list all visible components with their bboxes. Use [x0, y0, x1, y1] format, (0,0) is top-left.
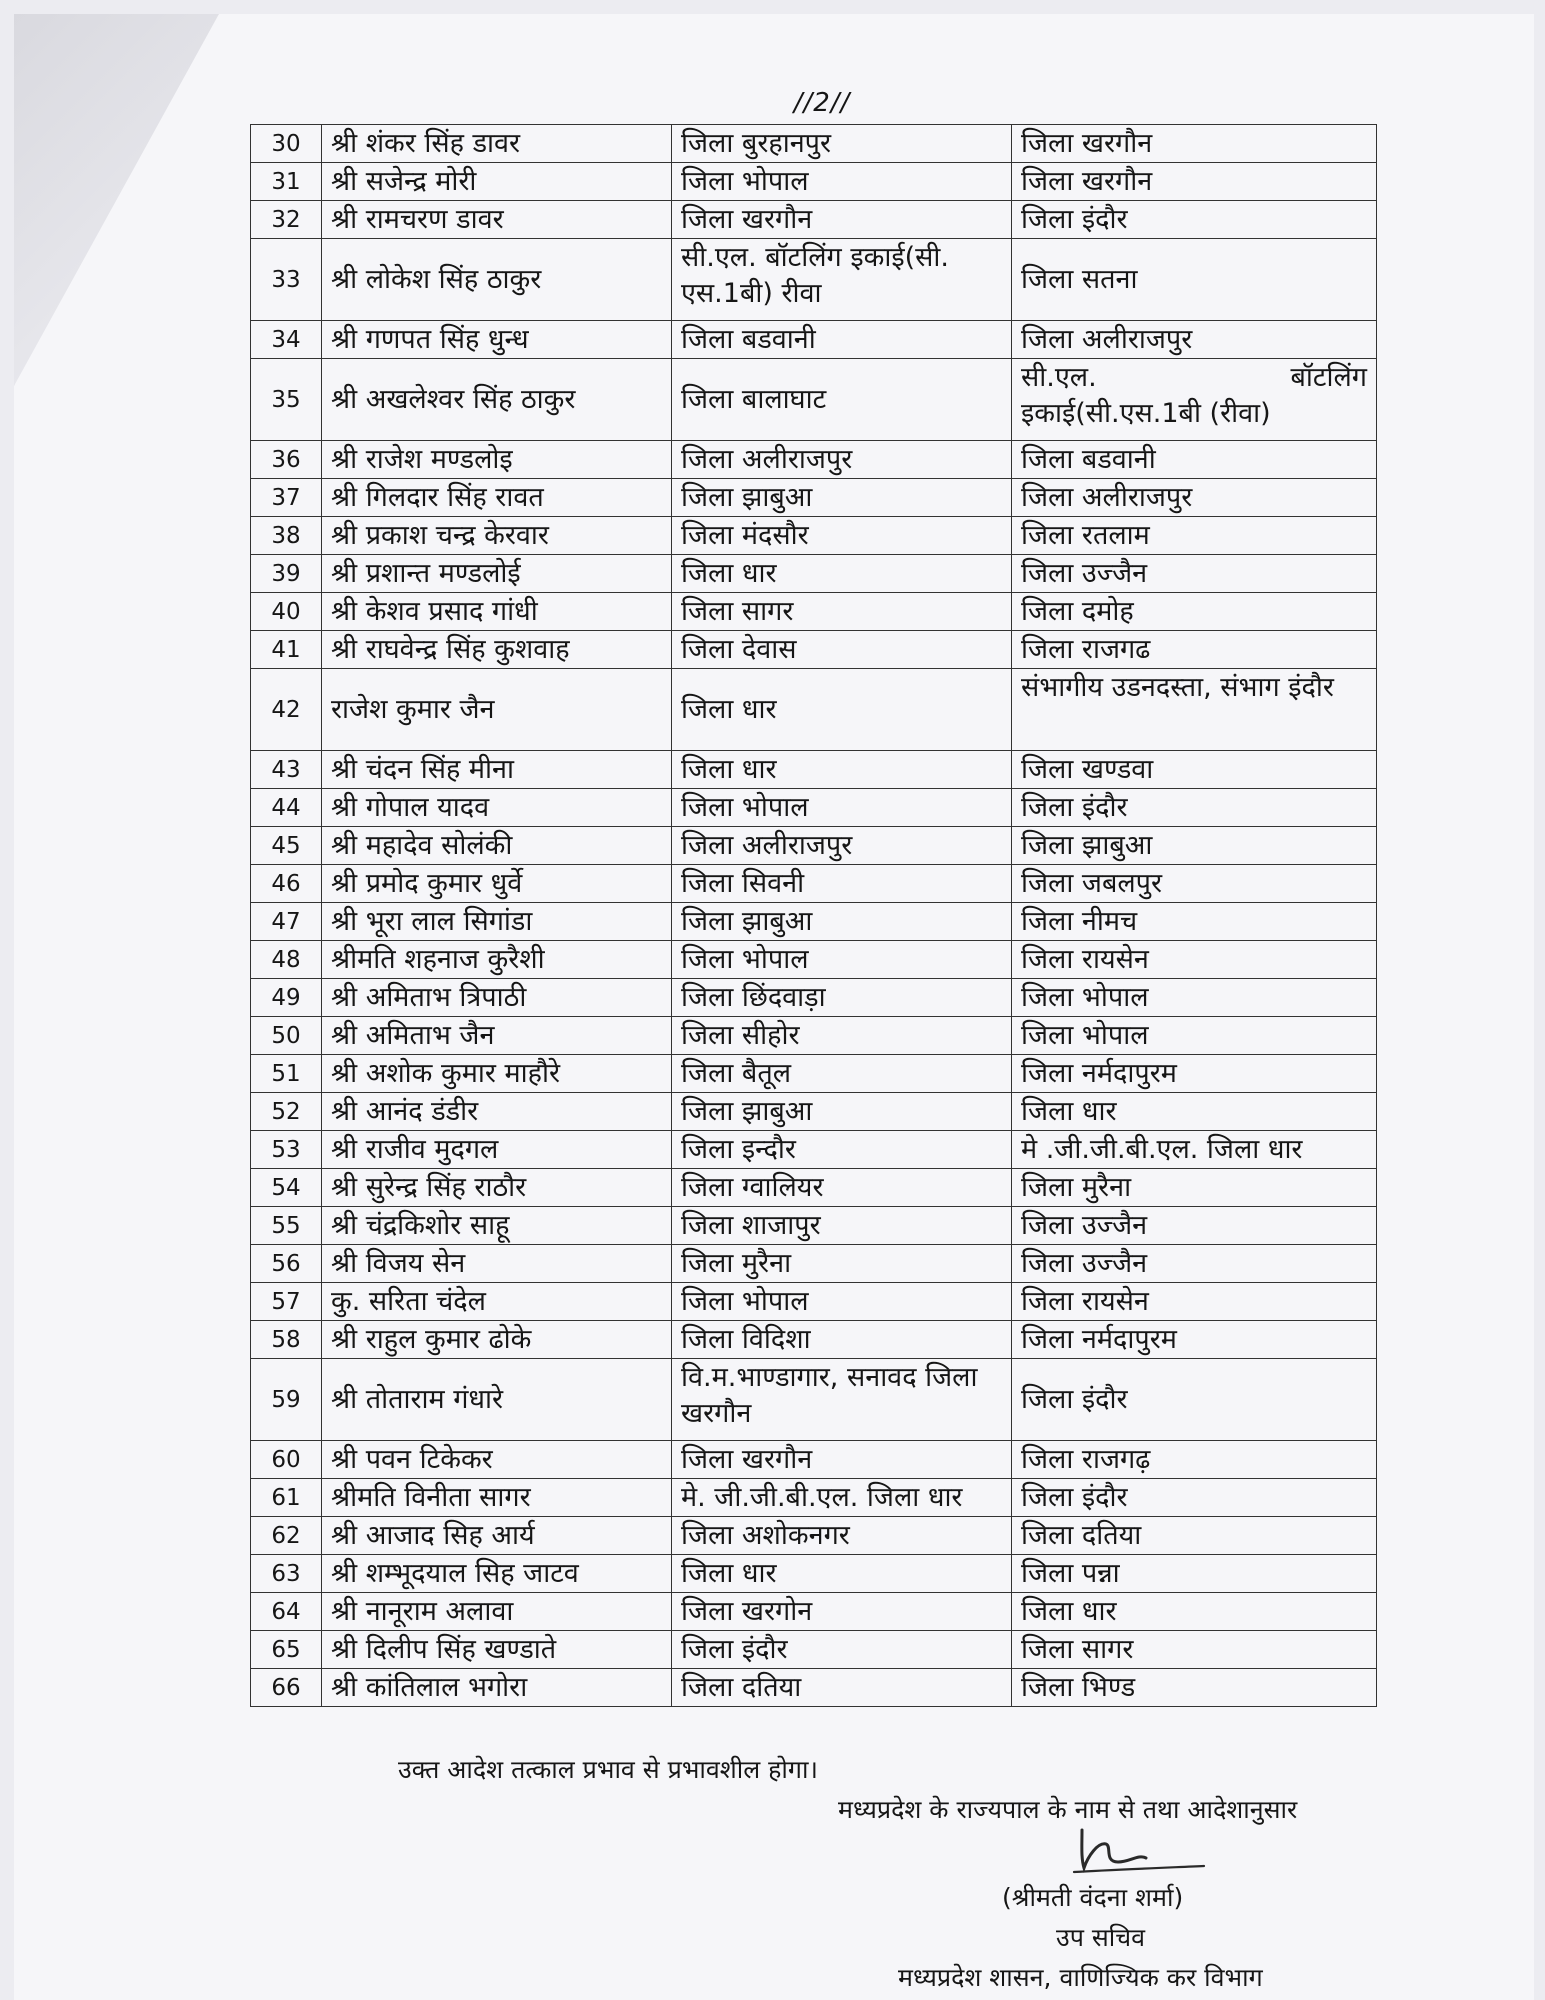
effective-statement: उक्त आदेश तत्काल प्रभाव से प्रभावशील होगा। [398, 1755, 818, 1784]
current-posting-cell: जिला अलीराजपुर [672, 827, 1012, 865]
serial-number-cell: 52 [251, 1093, 322, 1131]
new-posting-cell: जिला इंदौर [1012, 1479, 1377, 1517]
serial-number-cell: 30 [251, 125, 322, 163]
officer-name-cell: श्री सुरेन्द्र सिंह राठौर [322, 1169, 672, 1207]
serial-number-cell: 57 [251, 1283, 322, 1321]
table-row [251, 1517, 1377, 1555]
new-posting-cell: जिला नर्मदापुरम [1012, 1055, 1377, 1093]
serial-number-cell: 35 [251, 359, 322, 441]
table-row [251, 865, 1377, 903]
new-posting-cell: जिला सतना [1012, 239, 1377, 321]
serial-number-cell: 45 [251, 827, 322, 865]
serial-number-cell: 66 [251, 1669, 322, 1707]
new-posting-cell: जिला उज्जैन [1012, 1207, 1377, 1245]
current-posting-cell: जिला छिंदवाड़ा [672, 979, 1012, 1017]
table-row [251, 1131, 1377, 1169]
serial-number-cell: 49 [251, 979, 322, 1017]
serial-number-cell: 40 [251, 593, 322, 631]
officer-name-cell: श्रीमति शहनाज कुरैशी [322, 941, 672, 979]
transfer-table-body [251, 125, 1377, 1707]
table-row [251, 979, 1377, 1017]
officer-name-cell: राजेश कुमार जैन [322, 669, 672, 751]
table-row [251, 441, 1377, 479]
officer-name-cell: श्री भूरा लाल सिगांडा [322, 903, 672, 941]
new-posting-cell: जिला उज्जैन [1012, 1245, 1377, 1283]
current-posting-cell: जिला अलीराजपुर [672, 441, 1012, 479]
officer-name-cell: श्री विजय सेन [322, 1245, 672, 1283]
current-posting-cell: जिला भोपाल [672, 789, 1012, 827]
table-row [251, 1593, 1377, 1631]
table-row [251, 1017, 1377, 1055]
serial-number-cell: 34 [251, 321, 322, 359]
signature [1068, 1822, 1208, 1878]
officer-name-cell: कु. सरिता चंदेल [322, 1283, 672, 1321]
officer-name-cell: श्री आजाद सिह आर्य [322, 1517, 672, 1555]
new-posting-cell: जिला इंदौर [1012, 789, 1377, 827]
new-posting-cell: जिला दतिया [1012, 1517, 1377, 1555]
new-posting-cell: जिला सागर [1012, 1631, 1377, 1669]
serial-number-cell: 42 [251, 669, 322, 751]
table-row [251, 1441, 1377, 1479]
current-posting-cell: जिला अशोकनगर [672, 1517, 1012, 1555]
table-row [251, 1479, 1377, 1517]
department-line: मध्यप्रदेश शासन, वाणिज्यिक कर विभाग [898, 1963, 1263, 1992]
officer-name-cell: श्री राघवेन्द्र सिंह कुशवाह [322, 631, 672, 669]
new-posting-cell: जिला दमोह [1012, 593, 1377, 631]
current-posting-cell: जिला सागर [672, 593, 1012, 631]
current-posting-cell: जिला शाजापुर [672, 1207, 1012, 1245]
table-row [251, 1207, 1377, 1245]
new-posting-cell: जिला राजगढ़ [1012, 1441, 1377, 1479]
table-row [251, 479, 1377, 517]
officer-name-cell: श्री केशव प्रसाद गांधी [322, 593, 672, 631]
officer-name-cell: श्री रामचरण डावर [322, 201, 672, 239]
officer-name-cell: श्री गोपाल यादव [322, 789, 672, 827]
table-row [251, 1555, 1377, 1593]
officer-name-cell: श्री शम्भूदयाल सिह जाटव [322, 1555, 672, 1593]
serial-number-cell: 62 [251, 1517, 322, 1555]
officer-name-cell: श्री प्रमोद कुमार धुर्वे [322, 865, 672, 903]
current-posting-cell: सी.एल. बॉटलिंग इकाई(सी. एस.1बी) रीवा [672, 239, 1012, 321]
current-posting-cell: जिला धार [672, 751, 1012, 789]
table-row [251, 125, 1377, 163]
current-posting-cell: जिला ग्वालियर [672, 1169, 1012, 1207]
table-row [251, 321, 1377, 359]
current-posting-cell: जिला बडवानी [672, 321, 1012, 359]
new-posting-cell: जिला झाबुआ [1012, 827, 1377, 865]
table-row [251, 631, 1377, 669]
officer-name-cell: श्री कांतिलाल भगोरा [322, 1669, 672, 1707]
new-posting-cell: जिला इंदौर [1012, 201, 1377, 239]
table-row [251, 941, 1377, 979]
new-posting-cell: जिला भोपाल [1012, 979, 1377, 1017]
new-posting-cell: मे .जी.जी.बी.एल. जिला धार [1012, 1131, 1377, 1169]
new-posting-cell: जिला मुरैना [1012, 1169, 1377, 1207]
serial-number-cell: 47 [251, 903, 322, 941]
current-posting-cell: जिला झाबुआ [672, 903, 1012, 941]
serial-number-cell: 63 [251, 1555, 322, 1593]
current-posting-cell: जिला मंदसौर [672, 517, 1012, 555]
new-posting-cell: जिला रतलाम [1012, 517, 1377, 555]
table-row [251, 1245, 1377, 1283]
current-posting-cell: जिला दतिया [672, 1669, 1012, 1707]
officer-name-cell: श्री अमिताभ जैन [322, 1017, 672, 1055]
new-posting-cell: जिला धार [1012, 1093, 1377, 1131]
serial-number-cell: 65 [251, 1631, 322, 1669]
new-posting-cell: जिला रायसेन [1012, 941, 1377, 979]
current-posting-cell: जिला बैतूल [672, 1055, 1012, 1093]
new-posting-cell: सी.एल. बॉटलिंग इकाई(सी.एस.1बी (रीवा) [1012, 359, 1377, 441]
officer-name-cell: श्री लोकेश सिंह ठाकुर [322, 239, 672, 321]
page-number: //2// [793, 88, 851, 118]
serial-number-cell: 61 [251, 1479, 322, 1517]
current-posting-cell: जिला धार [672, 555, 1012, 593]
serial-number-cell: 53 [251, 1131, 322, 1169]
current-posting-cell: जिला विदिशा [672, 1321, 1012, 1359]
current-posting-cell: जिला धार [672, 669, 1012, 751]
officer-name-cell: श्री महादेव सोलंकी [322, 827, 672, 865]
new-posting-cell: जिला नर्मदापुरम [1012, 1321, 1377, 1359]
current-posting-cell: मे. जी.जी.बी.एल. जिला धार [672, 1479, 1012, 1517]
serial-number-cell: 60 [251, 1441, 322, 1479]
serial-number-cell: 41 [251, 631, 322, 669]
serial-number-cell: 55 [251, 1207, 322, 1245]
new-posting-cell: जिला खण्डवा [1012, 751, 1377, 789]
officer-name-cell: श्री सजेन्द्र मोरी [322, 163, 672, 201]
serial-number-cell: 46 [251, 865, 322, 903]
current-posting-cell: जिला भोपाल [672, 1283, 1012, 1321]
current-posting-cell: जिला सीहोर [672, 1017, 1012, 1055]
current-posting-cell: जिला बालाघाट [672, 359, 1012, 441]
officer-name-cell: श्री चंद्रकिशोर साहू [322, 1207, 672, 1245]
serial-number-cell: 64 [251, 1593, 322, 1631]
new-posting-cell: जिला भिण्ड [1012, 1669, 1377, 1707]
current-posting-cell: जिला झाबुआ [672, 1093, 1012, 1131]
table-row [251, 1631, 1377, 1669]
serial-number-cell: 36 [251, 441, 322, 479]
serial-number-cell: 37 [251, 479, 322, 517]
officer-name-cell: श्री राजेश मण्डलोइ [322, 441, 672, 479]
table-row [251, 1169, 1377, 1207]
table-row [251, 1093, 1377, 1131]
transfer-table [250, 124, 1377, 1707]
table-row [251, 201, 1377, 239]
table-row [251, 555, 1377, 593]
serial-number-cell: 44 [251, 789, 322, 827]
table-row [251, 903, 1377, 941]
current-posting-cell: जिला भोपाल [672, 163, 1012, 201]
new-posting-cell: जिला खरगौन [1012, 163, 1377, 201]
table-row [251, 593, 1377, 631]
current-posting-cell: जिला धार [672, 1555, 1012, 1593]
authority-line: मध्यप्रदेश के राज्यपाल के नाम से तथा आदेशानुसार [838, 1795, 1298, 1824]
officer-name-cell: श्री पवन टिकेकर [322, 1441, 672, 1479]
table-row [251, 1055, 1377, 1093]
current-posting-cell: जिला बुरहानपुर [672, 125, 1012, 163]
current-posting-cell: जिला इंदौर [672, 1631, 1012, 1669]
new-posting-cell: जिला बडवानी [1012, 441, 1377, 479]
serial-number-cell: 39 [251, 555, 322, 593]
new-posting-cell: जिला राजगढ [1012, 631, 1377, 669]
table-row [251, 1321, 1377, 1359]
officer-name-cell: श्री प्रशान्त मण्डलोई [322, 555, 672, 593]
new-posting-cell: संभागीय उडनदस्ता, संभाग इंदौर [1012, 669, 1377, 751]
serial-number-cell: 33 [251, 239, 322, 321]
officer-name-cell: श्री गिलदार सिंह रावत [322, 479, 672, 517]
signatory-title: उप सचिव [1056, 1923, 1145, 1952]
current-posting-cell: जिला खरगौन [672, 201, 1012, 239]
officer-name-cell: श्री आनंद डंडीर [322, 1093, 672, 1131]
new-posting-cell: जिला अलीराजपुर [1012, 479, 1377, 517]
table-row [251, 163, 1377, 201]
current-posting-cell: जिला भोपाल [672, 941, 1012, 979]
officer-name-cell: श्री राहुल कुमार ढोके [322, 1321, 672, 1359]
officer-name-cell: श्री दिलीप सिंह खण्डाते [322, 1631, 672, 1669]
new-posting-cell: जिला रायसेन [1012, 1283, 1377, 1321]
current-posting-cell: जिला देवास [672, 631, 1012, 669]
table-row [251, 1283, 1377, 1321]
serial-number-cell: 58 [251, 1321, 322, 1359]
new-posting-cell: जिला भोपाल [1012, 1017, 1377, 1055]
current-posting-cell: वि.म.भाण्डागार, सनावद जिला खरगौन [672, 1359, 1012, 1441]
table-row [251, 517, 1377, 555]
new-posting-cell: जिला इंदौर [1012, 1359, 1377, 1441]
officer-name-cell: श्री प्रकाश चन्द्र केरवार [322, 517, 672, 555]
current-posting-cell: जिला सिवनी [672, 865, 1012, 903]
officer-name-cell: श्रीमति विनीता सागर [322, 1479, 672, 1517]
officer-name-cell: श्री अखलेश्वर सिंह ठाकुर [322, 359, 672, 441]
new-posting-cell: जिला उज्जैन [1012, 555, 1377, 593]
serial-number-cell: 56 [251, 1245, 322, 1283]
officer-name-cell: श्री अमिताभ त्रिपाठी [322, 979, 672, 1017]
table-row [251, 751, 1377, 789]
officer-name-cell: श्री चंदन सिंह मीना [322, 751, 672, 789]
new-posting-cell: जिला अलीराजपुर [1012, 321, 1377, 359]
table-row [251, 239, 1377, 321]
serial-number-cell: 50 [251, 1017, 322, 1055]
new-posting-cell: जिला खरगौन [1012, 125, 1377, 163]
current-posting-cell: जिला इन्दौर [672, 1131, 1012, 1169]
officer-name-cell: श्री अशोक कुमार माहौरे [322, 1055, 672, 1093]
serial-number-cell: 48 [251, 941, 322, 979]
new-posting-cell: जिला नीमच [1012, 903, 1377, 941]
new-posting-cell: जिला पन्ना [1012, 1555, 1377, 1593]
current-posting-cell: जिला खरगोन [672, 1593, 1012, 1631]
table-row [251, 789, 1377, 827]
current-posting-cell: जिला झाबुआ [672, 479, 1012, 517]
table-row [251, 359, 1377, 441]
officer-name-cell: श्री तोताराम गंधारे [322, 1359, 672, 1441]
serial-number-cell: 43 [251, 751, 322, 789]
new-posting-cell: जिला धार [1012, 1593, 1377, 1631]
signatory-name: (श्रीमती वंदना शर्मा) [1002, 1883, 1184, 1912]
officer-name-cell: श्री राजीव मुदगल [322, 1131, 672, 1169]
table-row [251, 669, 1377, 751]
officer-name-cell: श्री शंकर सिंह डावर [322, 125, 672, 163]
current-posting-cell: जिला मुरैना [672, 1245, 1012, 1283]
table-row [251, 827, 1377, 865]
current-posting-cell: जिला खरगौन [672, 1441, 1012, 1479]
serial-number-cell: 54 [251, 1169, 322, 1207]
serial-number-cell: 51 [251, 1055, 322, 1093]
officer-name-cell: श्री गणपत सिंह धुन्ध [322, 321, 672, 359]
officer-name-cell: श्री नानूराम अलावा [322, 1593, 672, 1631]
table-row [251, 1359, 1377, 1441]
serial-number-cell: 31 [251, 163, 322, 201]
table-row [251, 1669, 1377, 1707]
serial-number-cell: 59 [251, 1359, 322, 1441]
serial-number-cell: 38 [251, 517, 322, 555]
serial-number-cell: 32 [251, 201, 322, 239]
new-posting-cell: जिला जबलपुर [1012, 865, 1377, 903]
